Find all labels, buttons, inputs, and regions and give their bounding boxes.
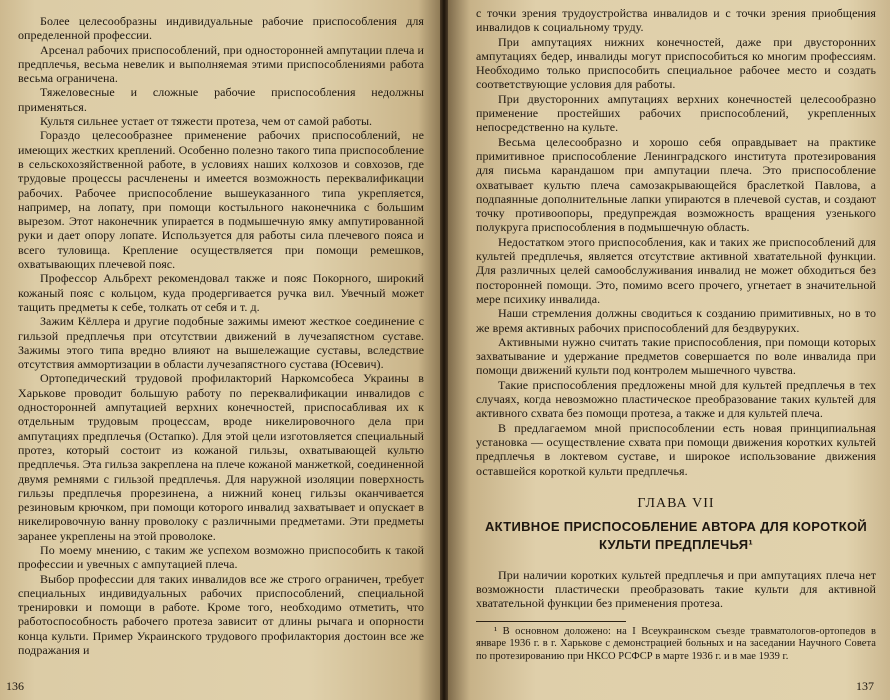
paragraph: Ортопедический трудовой профилакторий Наркомсобеса Украины в Харькове проводит большую работу по переквалификации инвалидов с односторонней ампутацией верхних конечностей, приспосабливая их к отдельным трудовым процессам, вроде никелировочного дела при ампутациях предплечья (Остапко). Для этой цели изготовляется специальный протез, который состоит из кожаной гильзы, охватывающей культю предплечья. Эта гильза закреплена на плече кожаной манжеткой, соединенной двумя ремнями с гильзой предплечья. Для наружной изоляции поверхность гильзы предплечья прорезинена, а нижний конец гильзы оканчивается резиновым крючком, при помощи которого инвалид захватывает и опускает в никелировочную ванну проволоку с различными предметами. Эти предметы заранее укреплены на этой проволоке.: [18, 371, 424, 543]
footnote: ¹ В основном доложено: на I Всеукраинском съезде травматологов-ортопедов в январе 1936 г. в г. Харькове с демонстрацией больных и на заседании Научного Совета по протезированию при НКСО РСФСР в марте 1936 г. и в мае 1939 г.: [476, 625, 876, 662]
paragraph: Профессор Альбрехт рекомендовал также и пояс Покорного, широкий кожаный пояс с кольцом, куда продергивается ручка вил. Увечный может тащить предметы к себе, толкать от себя и т. д.: [18, 271, 424, 314]
paragraph: Культя сильнее устает от тяжести протеза, чем от самой работы.: [40, 114, 373, 129]
chapter-paragraph: При наличии коротких культей предплечья и при ампутациях плеча нет возможности пластически преобразовать такие культи для активной хватательной функции без применения протеза.: [476, 567, 876, 611]
paragraph: Выбор профессии для таких инвалидов все же строго ограничен, требует специальных индивидуальных рабочих приспособлений, специальной тренировки и помощи в работе. Кроме того, необходимо отметить, что работоспособность рабочего протеза зависит от длины рычага и опорности конца культи. Пример Украинского трудового профилактория достоин все же подражания и: [18, 571, 424, 658]
left-page: [0, 0, 440, 700]
paragraph: Наши стремления должны сводиться к созданию примитивных, но в то же время активных рабочих приспособлений для бездвуруких.: [476, 306, 876, 335]
paragraph: При двусторонних ампутациях верхних конечностей целесообразно применение простейших рабочих приспособлений, укрепленных непосредственно на культе.: [476, 91, 876, 135]
right-page: [448, 0, 890, 700]
paragraph: Арсенал рабочих приспособлений, при односторонней ампутации плеча и предплечья, весьма невелик и выполняемая этими приспособлениями работа весьма ограничена.: [18, 42, 424, 86]
paragraph: При ампутациях нижних конечностей, даже при двусторонних ампутациях бедер, инвалиды могут приспособиться ко многим профессиям. Необходимо только приспособить специальное рабочее место и создать соответствующие условия для работы.: [476, 34, 876, 92]
paragraph: Гораздо целесообразнее применение рабочих приспособлений, не имеющих жестких креплений. Особенно полезно такого типа приспособление в сельскохозяйственной работе, в условиях наших колхозов и совхозов, где трудовые процессы расчленены и имеется возможность переквалификации рабочих. Рабочее приспособление вышеуказанного типа укрепляется, например, на лопату, при помощи костыльного наконечника с большим вырезом. Этот наконечник упирается в подмышечную ямку ампутированной руки и дает опору лопате. Используется для работы сила плечевого пояса и всего туловища. Крепление осуществляется при помощи ремешков, охватывающих плечевой пояс.: [18, 128, 424, 272]
book-gutter: [440, 0, 448, 700]
footnote-rule: [476, 621, 626, 622]
paragraph: В предлагаемом мной приспособлении есть новая принципиальная установка — осуществление схвата при помощи движения коротких культей предплечья в локтевом суставе, и широкое использование движения оставшейся короткой культи предплечья.: [476, 420, 876, 478]
chapter-number: ГЛАВА VII: [637, 495, 715, 511]
paragraph: По моему мнению, с таким же успехом возможно приспособить к такой профессии и увечных с ампутацией плеча.: [18, 542, 424, 572]
page-number-right: 137: [856, 679, 874, 693]
paragraph: Более целесообразны индивидуальные рабочие приспособления для определенной профессии.: [18, 14, 424, 43]
paragraph: с точки зрения трудоустройства инвалидов и с точки зрения приобщения инвалидов к социальному труду.: [476, 6, 876, 35]
page-number-left: 136: [6, 679, 24, 693]
paragraph: Зажим Кёллера и другие подобные зажимы имеют жесткое соединение с гильзой предплечья при отсутствии движений в лучезапястном суставе. Зажимы этого типа вредно влияют на вышележащие суставы, вследствие отсутствия аммортизации в области лучезапястного сустава (Юсевич).: [18, 314, 424, 372]
paragraph: Тяжеловесные и сложные рабочие приспособления недолжны применяться.: [18, 85, 424, 114]
paragraph: Активными нужно считать такие приспособления, при помощи которых захватывание и удержание предметов совершается по воле инвалида при помощи движений культи под контролем мышечного чувства.: [476, 334, 876, 378]
paragraph: Недостатком этого приспособления, как и таких же приспособлений для культей предплечья, является отсутствие активной хватательной функции. Для различных целей самообслуживания инвалид не может обходиться без посторонней помощи. Это, помимо всего прочего, угнетает в значительной мере психику инвалида.: [476, 234, 876, 306]
paragraph: Такие приспособления предложены мной для культей предплечья в тех случаях, когда невозможно пластическое преобразование таких культей для активного схвата без помощи протеза, а также и для культей плеча.: [476, 377, 876, 421]
right-page-body: [476, 6, 876, 663]
paragraph: Весьма целесообразно и хорошо себя оправдывает на практике примитивное приспособление Ленинградского института протезирования для письма карандашом при ампутации плеча. Это приспособление охватывает культю плеча самозакрывающейся браслеткой Павлова, а подпаянные дополнительные лапки упираются в плечевой сустав, и создают точку противоопоры, предупреждая возможность вращения узенького полукруга приспособления в подмышечную область.: [476, 134, 876, 235]
chapter-title: АКТИВНОЕ ПРИСПОСОБЛЕНИЕ АВТОРА ДЛЯ КОРОТКОЙ КУЛЬТИ ПРЕДПЛЕЧЬЯ¹: [484, 518, 868, 552]
left-page-body: [18, 14, 424, 657]
